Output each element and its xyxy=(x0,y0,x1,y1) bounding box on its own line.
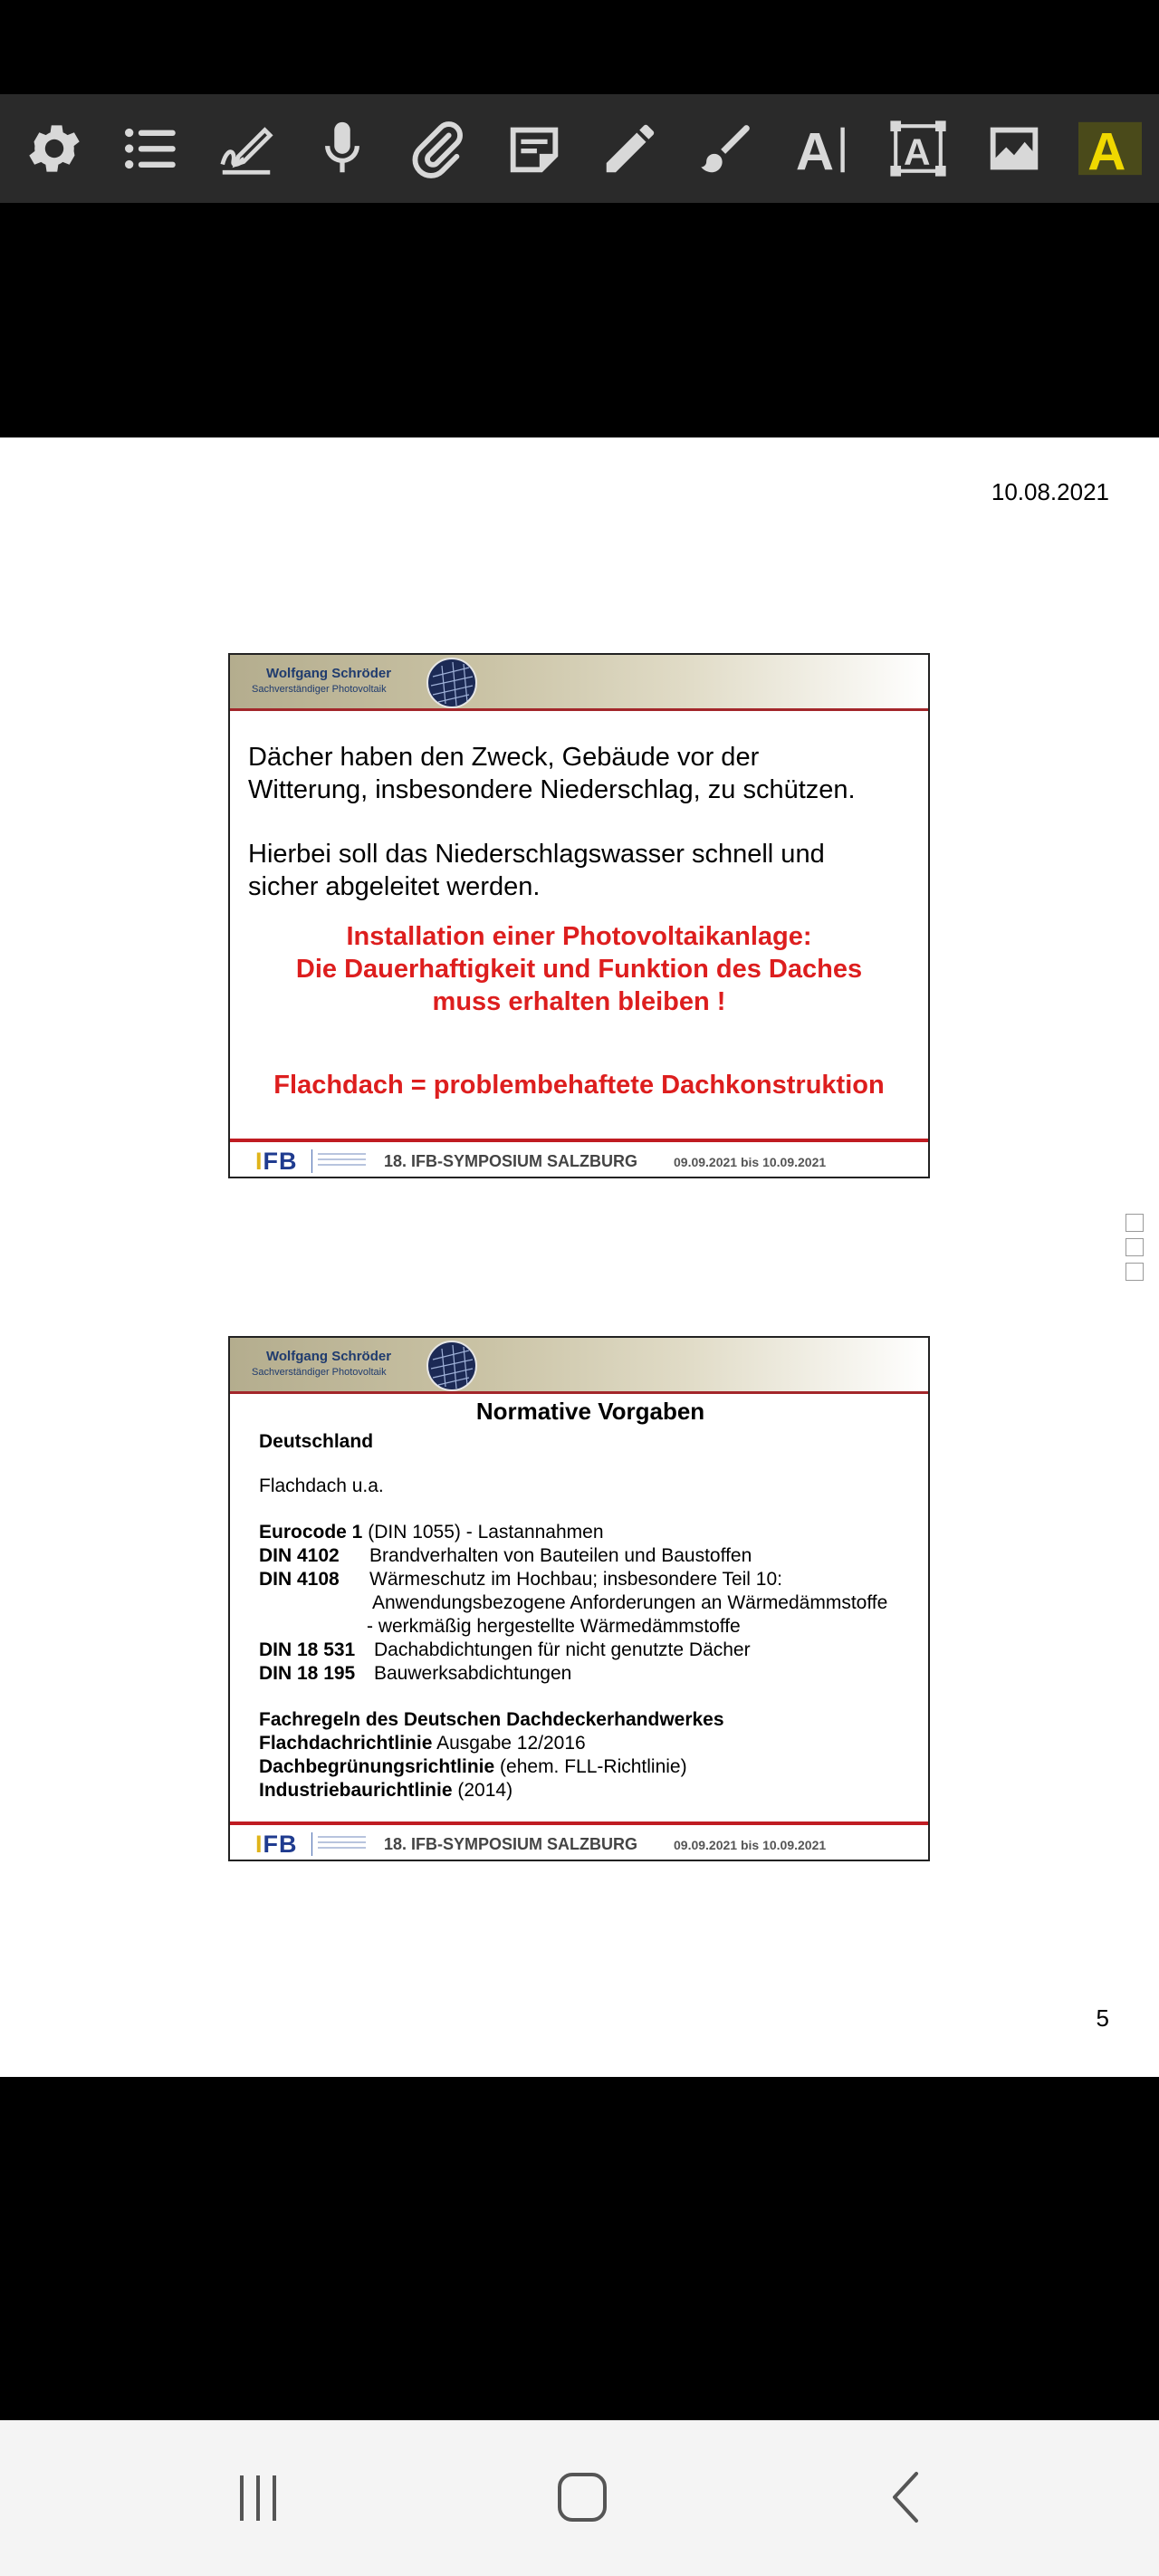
list-icon[interactable] xyxy=(103,94,197,203)
slide2-din4108: DIN 4108 xyxy=(259,1569,340,1590)
note-icon[interactable] xyxy=(487,94,581,203)
text-cursor-icon[interactable] xyxy=(775,94,869,203)
symposium-name: 18. IFB-SYMPOSIUM SALZBURG xyxy=(384,1152,638,1170)
slide2-din4108-text-3: - werkmäßig hergestellte Wärmedämmstoffe xyxy=(367,1616,741,1637)
author-name: Wolfgang Schröder xyxy=(266,666,392,681)
settings-icon[interactable] xyxy=(7,94,101,203)
author-title: Sachverständiger Photovoltaik xyxy=(252,684,387,695)
status-bar-area xyxy=(0,0,1159,94)
slide-header xyxy=(230,1338,928,1394)
page-date: 10.08.2021 xyxy=(991,478,1109,505)
symposium-dates: 09.09.2021 bis 10.09.2021 xyxy=(674,1838,827,1852)
slide2-country: Deutschland xyxy=(259,1431,374,1452)
pencil-icon[interactable] xyxy=(583,94,677,203)
slide2-din4102-text: Brandverhalten von Bauteilen und Baustoffen xyxy=(369,1545,752,1566)
image-icon[interactable] xyxy=(967,94,1061,203)
symposium-name: 18. IFB-SYMPOSIUM SALZBURG xyxy=(384,1835,638,1853)
slide2-din4102: DIN 4102 xyxy=(259,1545,340,1566)
ifb-logo: IFB xyxy=(255,1831,298,1858)
microphone-icon[interactable] xyxy=(295,94,389,203)
slide1-paragraph-1: Dächer haben den Zweck, Gebäude vor der Witterung, insbesondere Niederschlag, zu schützen. xyxy=(248,743,856,804)
svg-text:A: A xyxy=(903,130,931,173)
ifb-logo: IFB xyxy=(255,1148,298,1175)
slide2-dachbegruenung: Dachbegrünungsrichtlinie (ehem. FLL-Richtlinie) xyxy=(259,1756,687,1777)
ifb-logo-lines xyxy=(311,1832,366,1856)
slide1-highlight: Installation einer Photovoltaikanlage: Die Dauerhaftigkeit und Funktion des Daches muss erhalten bleiben ! xyxy=(295,922,863,1016)
slide-header xyxy=(230,655,928,711)
svg-text:A: A xyxy=(795,122,834,180)
slide-footer xyxy=(230,1821,928,1860)
solar-panel-logo-icon xyxy=(426,657,478,709)
svg-text:A: A xyxy=(1087,122,1126,180)
author-name: Wolfgang Schröder xyxy=(266,1349,392,1364)
notes-lines-markers xyxy=(1125,1214,1145,1287)
slide2-din18195: DIN 18 195 xyxy=(259,1663,356,1684)
solar-panel-logo-icon xyxy=(426,1340,478,1392)
author-title: Sachverständiger Photovoltaik xyxy=(252,1367,387,1378)
attachment-icon[interactable] xyxy=(391,94,485,203)
slide2-din18531-text: Dachabdichtungen für nicht genutzte Dächer xyxy=(374,1639,751,1660)
slide2-din4108-text-1: Wärmeschutz im Hochbau; insbesondere Teil 10: xyxy=(369,1569,783,1590)
ifb-logo-lines xyxy=(311,1149,366,1173)
slide2-flachdach: Flachdach u.a. xyxy=(259,1475,384,1496)
signature-icon[interactable] xyxy=(199,94,293,203)
text-box-icon[interactable] xyxy=(871,94,965,203)
slide1-conclusion: Flachdach = problembehaftete Dachkonstruktion xyxy=(273,1071,885,1100)
slide-thumbnail-1 xyxy=(228,653,930,1178)
note-line-marker xyxy=(1125,1214,1144,1232)
recent-apps-icon[interactable] xyxy=(204,2456,312,2538)
slide2-industriebau: Industriebaurichtlinie (2014) xyxy=(259,1780,513,1801)
system-navigation-bar xyxy=(0,2420,1159,2576)
slide-footer xyxy=(230,1139,928,1177)
back-icon[interactable] xyxy=(853,2456,962,2538)
note-line-marker xyxy=(1125,1238,1144,1256)
brush-icon[interactable] xyxy=(679,94,773,203)
symposium-dates: 09.09.2021 bis 10.09.2021 xyxy=(674,1155,827,1169)
slide2-title: Normative Vorgaben xyxy=(475,1398,705,1425)
slide2-fachregeln: Fachregeln des Deutschen Dachdeckerhandwerkes xyxy=(259,1709,724,1730)
slide1-paragraph-2: Hierbei soll das Niederschlagswasser schnell und sicher abgeleitet werden. xyxy=(248,840,825,901)
highlight-text-icon[interactable] xyxy=(1063,94,1157,203)
document-page xyxy=(0,437,1159,2077)
annotation-toolbar xyxy=(0,94,1159,203)
slide2-eurocode: Eurocode 1 (DIN 1055) - Lastannahmen xyxy=(259,1522,604,1543)
slide2-flachdachrichtlinie: Flachdachrichtlinie Ausgabe 12/2016 xyxy=(259,1733,586,1754)
slide2-din18531: DIN 18 531 xyxy=(259,1639,356,1660)
home-icon[interactable] xyxy=(528,2456,637,2538)
slide-thumbnail-2 xyxy=(228,1336,930,1861)
slide2-din18195-text: Bauwerksabdichtungen xyxy=(374,1663,572,1684)
note-line-marker xyxy=(1125,1263,1144,1281)
slide2-din4108-text-2: Anwendungsbezogene Anforderungen an Wärmedämmstoffe xyxy=(372,1592,888,1613)
page-number: 5 xyxy=(1096,2004,1109,2032)
